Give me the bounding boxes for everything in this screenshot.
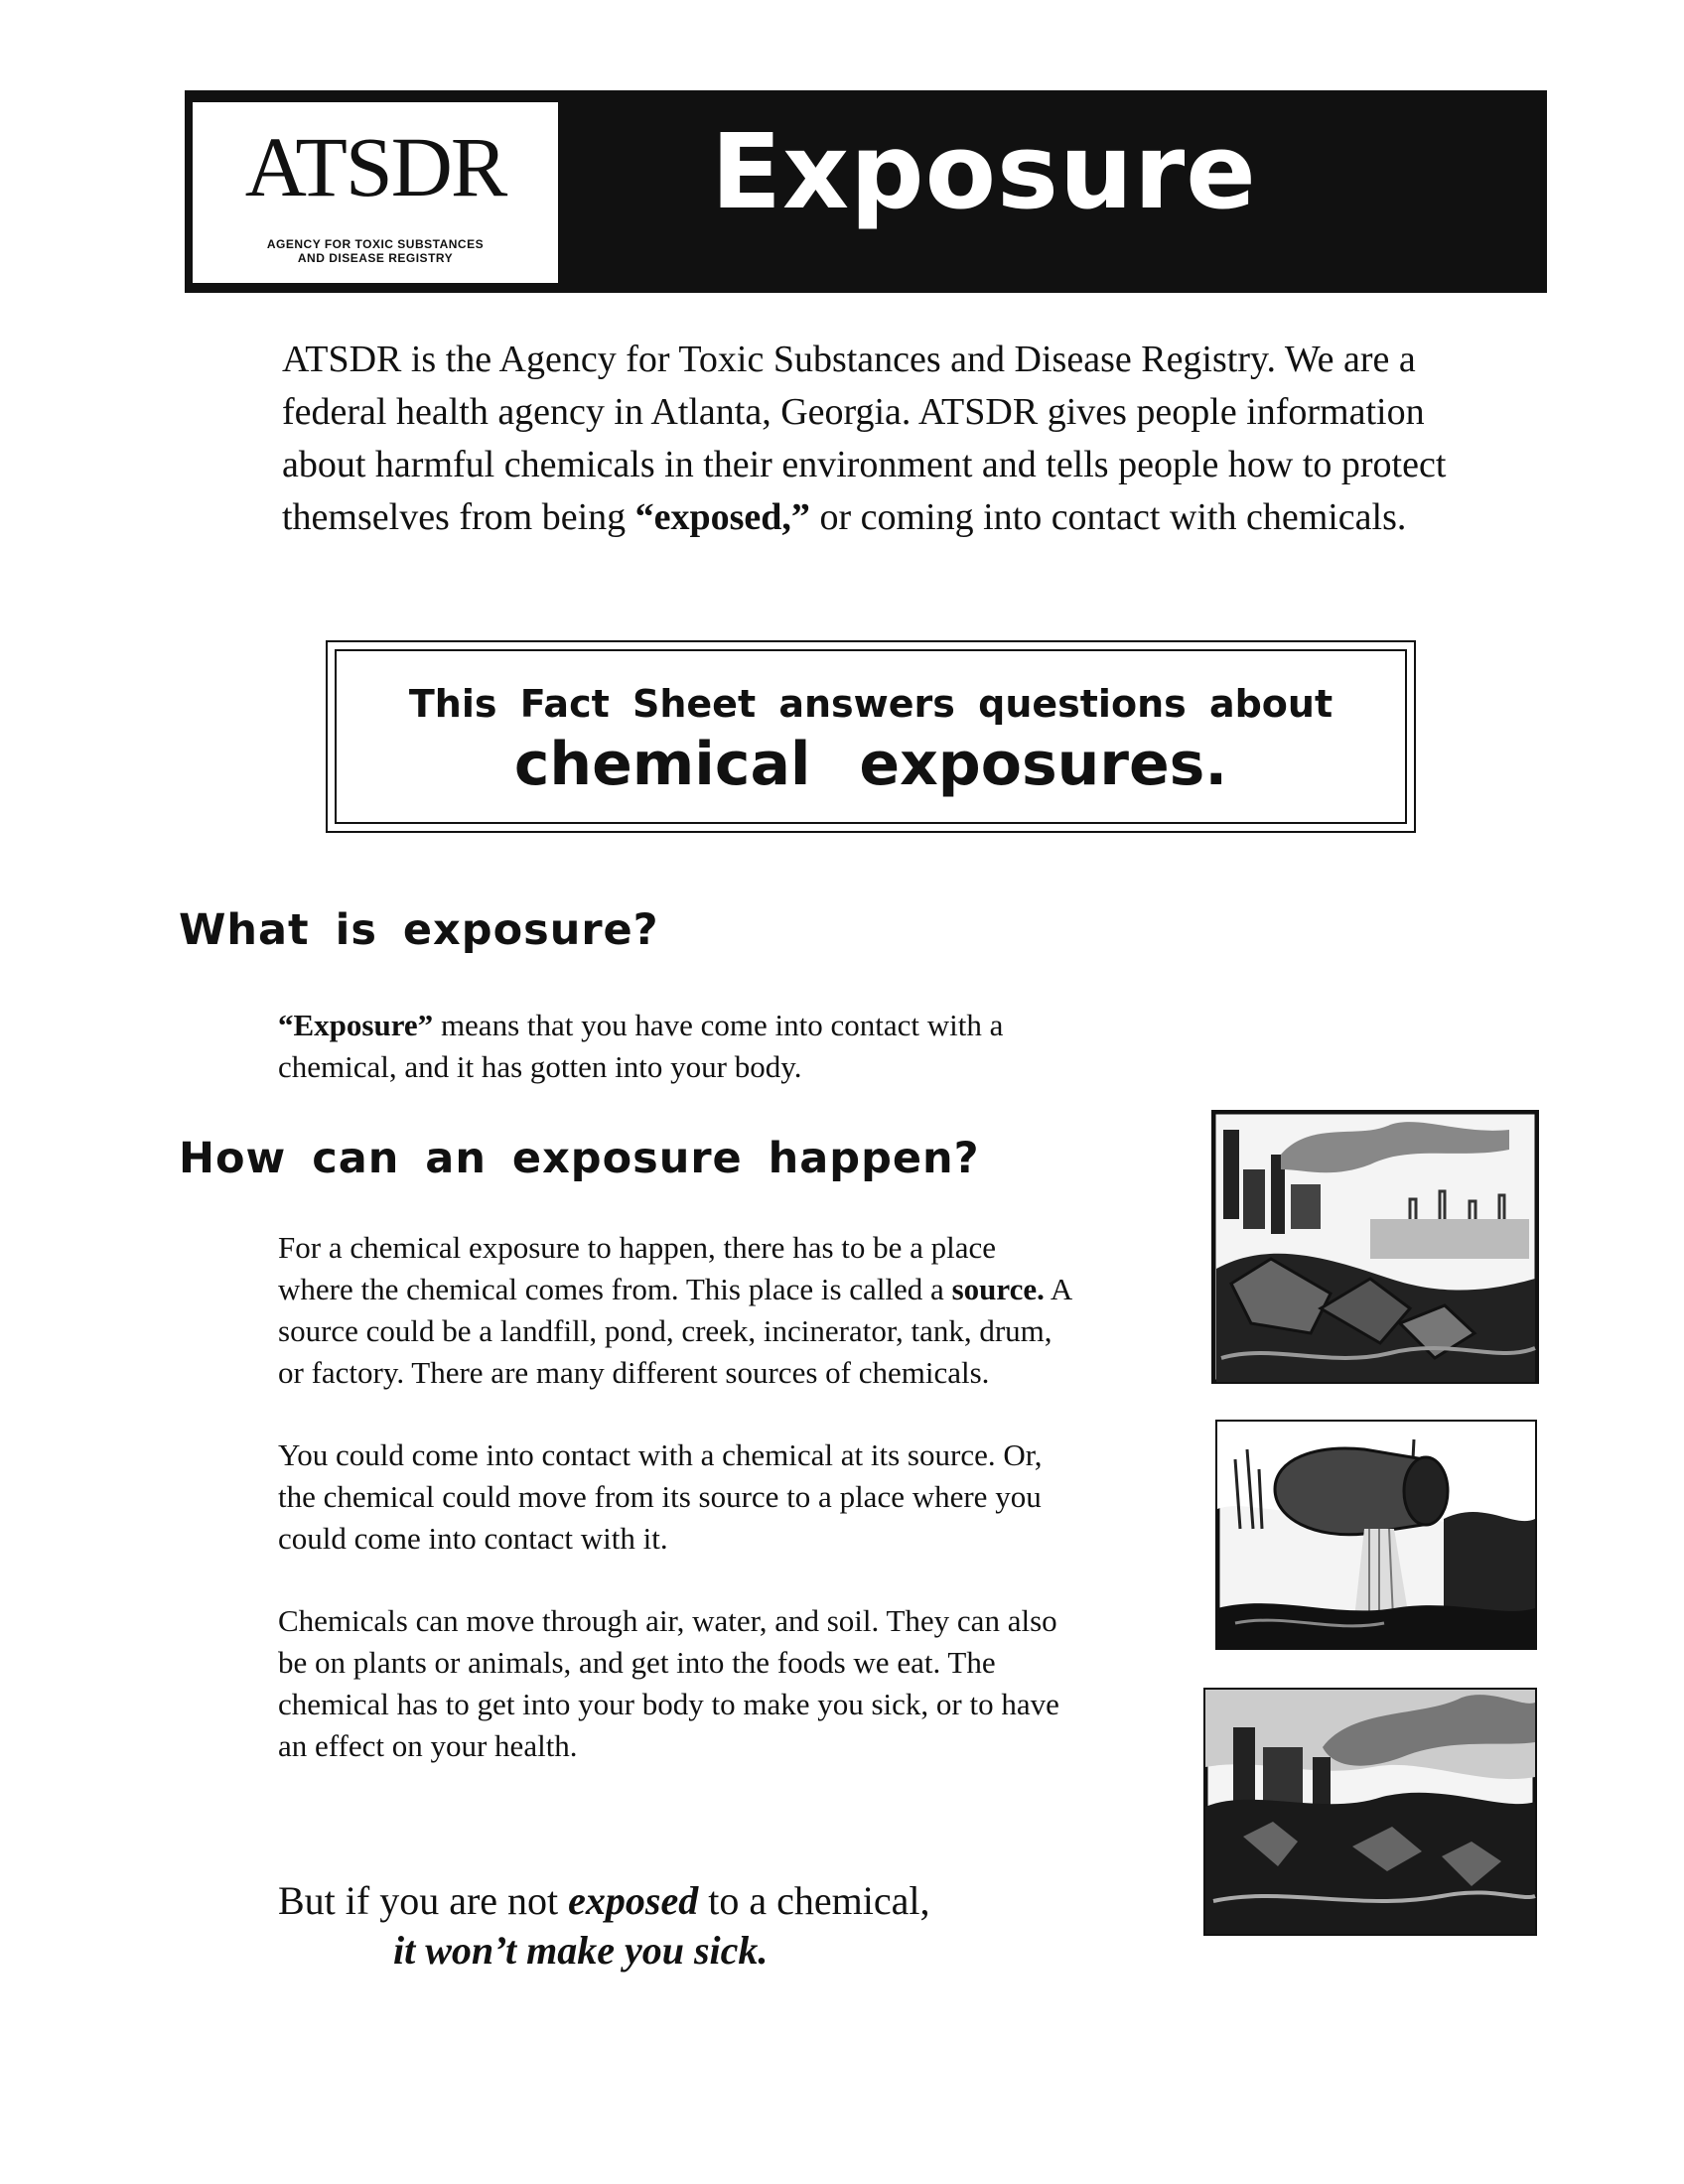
pipe-discharge-illustration [1215,1420,1537,1650]
polluted-landscape-illustration [1203,1688,1537,1936]
exposure-definition [278,1005,1052,1088]
intro-text [282,334,1474,544]
closing-line1-a: But if you are not [278,1878,569,1923]
fact-sheet-line1: This Fact Sheet answers questions about [408,682,1333,726]
paragraph-source-part1: For a chemical exposure to happen, there has to be a place where the chemical comes from. This place is called a [278,1230,997,1306]
exposure-definition-text: means that you have come into contact with a chemical, and it has gotten into your body. [278,1008,1004,1084]
intro-paragraph [282,334,1474,544]
closing-exposed-emphasis: exposed [568,1878,699,1923]
paragraph-source [278,1227,1072,1394]
paragraph-source-part2: A source could be a landfill, pond, creek, incinerator, tank, drum, or factory. There are many different sources of chemicals. [278,1272,1071,1390]
logo-subtitle-line1: AGENCY FOR TOXIC SUBSTANCES [266,237,485,251]
fact-sheet-box-inner [335,649,1407,824]
intro-exposed-emphasis: “exposed,” [634,496,810,538]
fact-sheet-box [326,640,1416,833]
closing-line1-b: to a chemical, [698,1878,930,1923]
logo-subtitle-line2: AND DISEASE REGISTRY [297,251,454,265]
exposure-term: “Exposure” [278,1008,434,1042]
intro-text-part2: or coming into contact with chemicals. [809,496,1407,538]
closing-line2: it won’t make you sick. [393,1928,769,1973]
factory-landfill-illustration [1211,1110,1539,1384]
heading-what-is-exposure: What is exposure? [179,905,659,955]
heading-how-exposure-happens: How can an exposure happen? [179,1134,980,1183]
paragraph-contact: You could come into contact with a chemical at its source. Or, the chemical could move from its source to a place where you could come into contact with it. [278,1437,1043,1556]
atsdr-logo [191,100,560,285]
how-exposure-body [278,1227,1072,1808]
fact-sheet-line2: chemical exposures. [513,730,1228,799]
page-title: Exposure [711,111,1257,232]
closing-statement [278,1876,929,1976]
logo-subtitle [193,237,558,265]
closing-line1 [278,1878,929,1923]
source-term: source. [951,1272,1045,1306]
paragraph-movement: Chemicals can move through air, water, and soil. They can also be on plants or animals, and get into the foods we eat. The chemical has to get into your body to make you sick, or to have an effect on your health. [278,1603,1059,1763]
intro-text-part1: ATSDR is the Agency for Toxic Substances and Disease Registry. We are a federal health agency in Atlanta, Georgia. ATSDR gives people information about harmful chemicals in their environment and tells people how to protect themselves from being [282,339,1447,538]
header-banner [185,90,1547,293]
logo-wordmark: ATSDR [244,119,506,214]
